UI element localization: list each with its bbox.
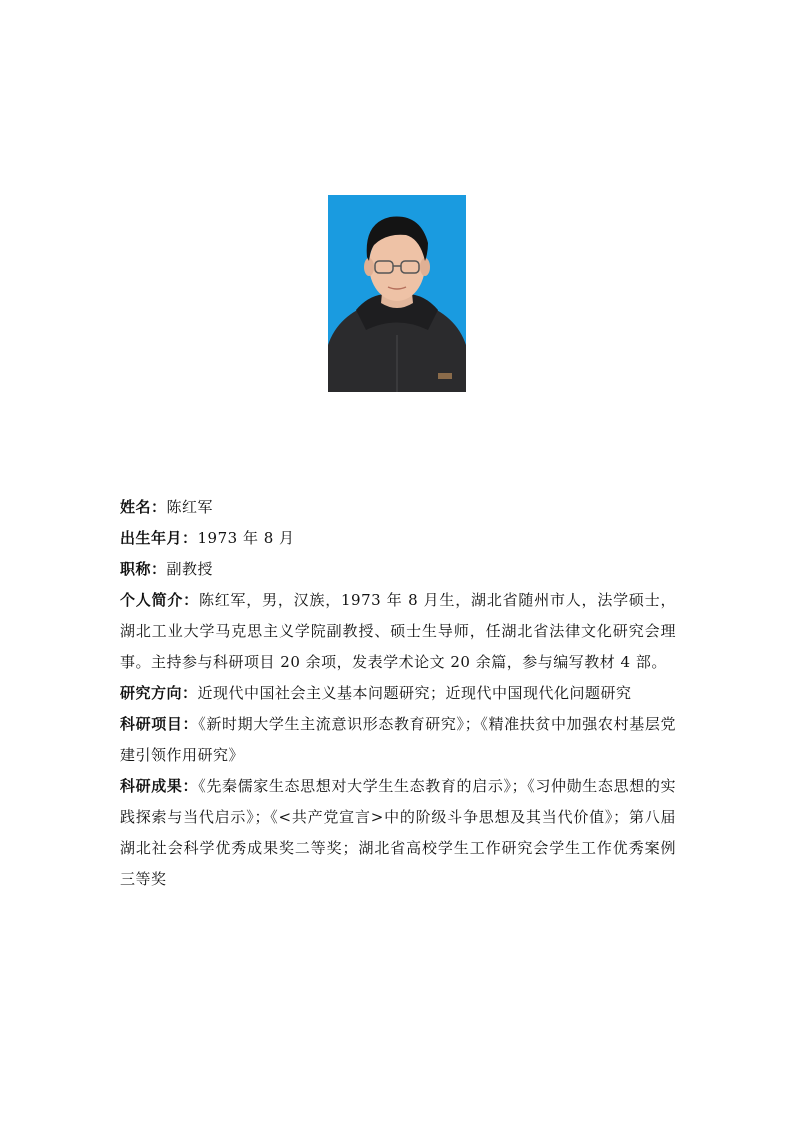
field-label: 姓名： xyxy=(120,498,167,516)
field-title xyxy=(120,554,676,585)
profile-photo xyxy=(328,195,466,392)
field-value: 近现代中国社会主义基本问题研究；近现代中国现代化问题研究 xyxy=(197,684,632,702)
portrait-image xyxy=(328,195,466,392)
field-value: 副教授 xyxy=(166,560,214,578)
field-value: 《新时期大学生主流意识形态教育研究》；《精准扶贫中加强农村基层党建引领作用研究》 xyxy=(120,715,676,764)
field-research-results xyxy=(120,771,676,895)
field-value: 《先秦儒家生态思想对大学生生态教育的启示》；《习仲勋生态思想的实践探索与当代启示》；《<共产党宣言>中的阶级斗争思想及其当代价值》；第八届湖北社会科学优秀成果奖二等奖；湖北省高校学生工作研究会学生工作优秀案例三等奖 xyxy=(120,777,676,888)
field-birth xyxy=(120,523,676,554)
profile-content xyxy=(120,492,676,895)
field-value: 陈红军，男，汉族，1973 年 8 月生，湖北省随州市人，法学硕士，湖北工业大学马克思主义学院副教授、硕士生导师，任湖北省法律文化研究会理事。主持参与科研项目 20 余项，发表学术论文 20 余篇，参与编写教材 4 部。 xyxy=(120,591,676,671)
field-label: 出生年月： xyxy=(120,529,198,547)
field-label: 科研项目： xyxy=(120,715,199,733)
field-label: 研究方向： xyxy=(120,684,198,702)
field-value: 陈红军 xyxy=(166,498,214,516)
field-value: 1973 年 8 月 xyxy=(197,529,295,547)
field-research-direction xyxy=(120,678,676,709)
field-label: 职称： xyxy=(120,560,167,578)
field-intro xyxy=(120,585,676,678)
field-label: 科研成果： xyxy=(120,777,199,795)
field-label: 个人简介： xyxy=(120,591,199,609)
field-research-projects xyxy=(120,709,676,771)
field-name xyxy=(120,492,676,523)
